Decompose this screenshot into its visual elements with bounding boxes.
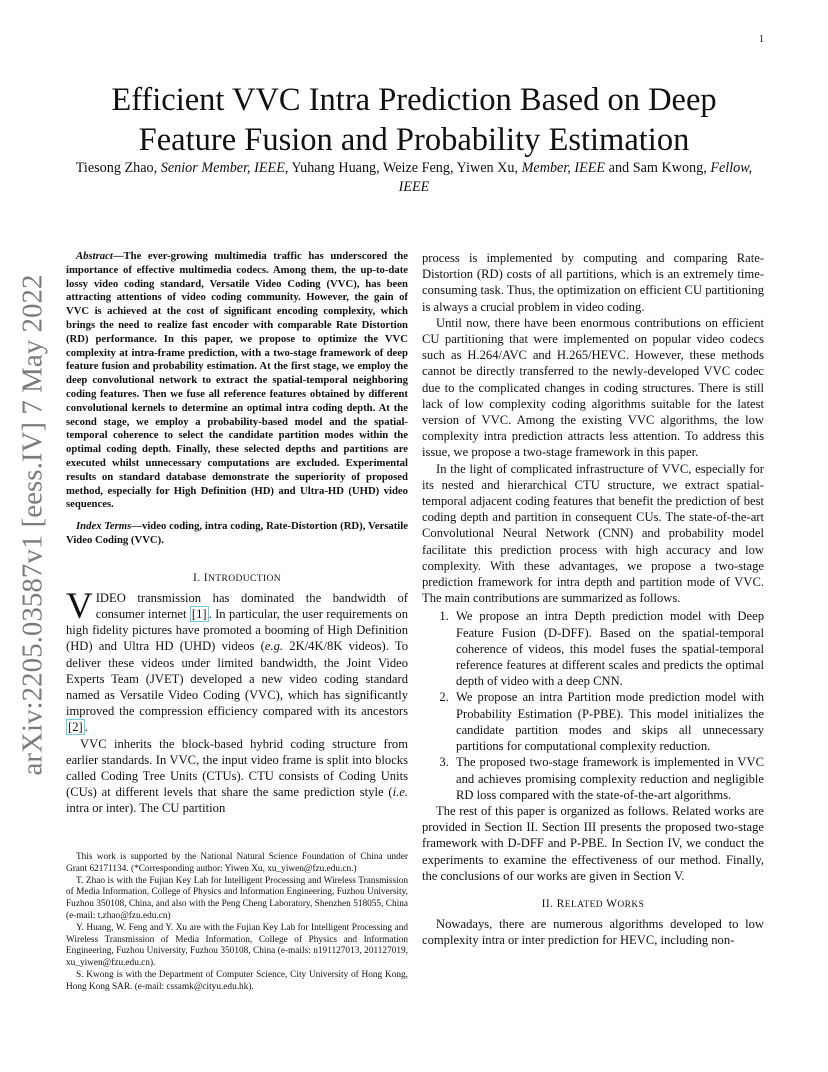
citation-link-2[interactable]: [2] bbox=[68, 720, 83, 735]
intro-paragraph-1: VIDEO transmission has dominated the bandwidth of consumer internet [1] . In particular, the user requirements on high fidelity pictures have promoted a booming of High Definition (HD) and Ultra HD (UHD) videos (e.g. 2K/4K/8K videos). To deliver these videos under limited bandwidth, the Joint Video Experts Team (JVET) developed a new video coding standard named as Versatile Video Coding (VVC), which has significantly improved the compression efficiency compared with its ancestors [2] . bbox=[66, 585, 408, 735]
contributions-list bbox=[422, 608, 764, 802]
related-paragraph-1: Nowadays, there are numerous algorithms developed to low complexity intra or inter prediction for HEVC, including non- bbox=[422, 916, 764, 948]
contribution-item: 2. We propose an intra Partition mode prediction model with Probability Estimation (P-PBE). This model initializes the candidate partition modes and skips all unnecessary partitions for computational complexity reduction. bbox=[452, 689, 764, 754]
footnote-affiliation-zhao: T. Zhao is with the Fujian Key Lab for Intelligent Processing and Wireless Transmission of Media Information, College of Physics and Information Engineering, Fuzhou University, Fuzhou 350108, China, and also with the Peng Cheng Laboratory, Shenzhen 518055, China (e-mail: t.zhao@fzu.edu.cn) bbox=[66, 875, 408, 921]
author-4-role: Member, IEEE bbox=[521, 160, 606, 176]
author-1: Tiesong Zhao, bbox=[75, 160, 161, 176]
contribution-item: 3. The proposed two-stage framework is implemented in VVC and achieves promising complexity reduction and negligible RD loss compared with the state-of-the-art algorithms. bbox=[452, 754, 764, 803]
left-column bbox=[66, 250, 408, 817]
arxiv-identifier: arXiv:2205.03587v1 [eess.IV] 7 May 2022 bbox=[16, 274, 49, 776]
page-number: 1 bbox=[759, 34, 764, 45]
intro-paragraph-4: Until now, there have been enormous contributions on efficient CU partitioning that were implemented on popular video codecs such as H.264/AVC and H.265/HEVC. However, these methods cannot be directly transferred to the newly-developed VVC codec due to the complicated changes in coding structures. There is still lack of low complexity coding algorithms suitable for the latest version of VVC. Among the existing VVC algorithms, the low complexity intra prediction attracts less attention. To address this issue, we propose a two-stage framework in this paper. bbox=[422, 315, 764, 460]
abstract-label: Abstract bbox=[76, 250, 113, 262]
citation-link-1[interactable]: [1] bbox=[191, 606, 207, 621]
abstract-text: —The ever-growing multimedia traffic has underscored the importance of effective multimedia codecs. Among them, the up-to-date lossy video coding standard, Versatile Video Coding (VVC), has been attracting attentions of video coding community. However, the gain of VVC is achieved at the cost of significant encoding complexity, which brings the need to realize fast encoder with comparable Rate Distortion (RD) performance. In this paper, we propose to optimize the VVC complexity at intra-frame prediction, with a two-stage framework of deep feature fusion and probability estimation. At the first stage, we employ the deep convolutional network to extract the spatial-temporal neighboring coding features. Then we fuse all reference features obtained by different convolutional kernels to determine an optimal intra coding depth. At the second stage, we employ a probability-based model and the spatial-temporal coherence to select the candidate partition modes within the optimal coding depth. Finally, these selected depths and partitions are executed whilst unnecessary computations are excluded. Experimental results on standard database demonstrate the superiority of proposed method, especially for High Definition (HD) and Ultra-HD (UHD) video sequences. bbox=[66, 250, 408, 511]
right-column bbox=[422, 250, 764, 948]
paper-title: Efficient VVC Intra Prediction Based on Deep Feature Fusion and Probability Estimation bbox=[111, 82, 717, 158]
footnote-affiliation-kwong: S. Kwong is with the Department of Computer Science, City University of Hong Kong, Hong Kong SAR. (e-mail: cssamk@cityu.edu.hk). bbox=[66, 969, 408, 992]
arxiv-identifier-margin bbox=[16, 274, 49, 776]
author-list bbox=[70, 159, 758, 197]
author-2-4: Yuhang Huang, Weize Feng, Yiwen Xu, bbox=[288, 160, 522, 176]
index-terms-text: —video coding, intra coding, Rate-Distortion (RD), Versatile Video Coding (VVC). bbox=[66, 520, 408, 546]
intro-paragraph-5: In the light of complicated infrastructure of VVC, especially for its nested and hierarchical CTU structure, we extract spatial-temporal adjacent coding features that benefit the prediction of best coding depth and partition in consequent CUs. The state-of-the-art Convolutional Neural Network (CNN) and probability model facilitate this prediction process with high accuracy and low complexity. With these advantages, we propose a two-stage prediction framework for intra depth and partition mode of VVC. The main contributions are summarized as follows. bbox=[422, 461, 764, 606]
drop-cap: V bbox=[66, 585, 93, 627]
intro-paragraph-6: The rest of this paper is organized as follows. Related works are provided in Section II. Section III presents the proposed two-stage framework with D-DFF and P-PBE. In Section IV, we conduct the experiments to examine the effectiveness of our method. Finally, the conclusions of our works are given in Section V. bbox=[422, 803, 764, 883]
section-heading-related-works: II. RELATED WORKS bbox=[541, 897, 645, 910]
index-terms-label: Index Terms bbox=[76, 520, 132, 533]
intro-paragraph-2: VVC inherits the block-based hybrid coding structure from earlier standards. In VVC, the input video frame is split into blocks called Coding Tree Units (CTUs). CTU consists of Coding Units (CUs) at different levels that share the same prediction style (i.e. intra or inter). The CU partition bbox=[66, 736, 408, 816]
intro-paragraph-3: process is implemented by computing and comparing Rate-Distortion (RD) costs of all partitions, which is an extremely time-consuming task. Thus, the optimization on efficient CU partitioning is always a crucial problem in video coding. bbox=[422, 251, 764, 314]
author-5: and Sam Kwong, bbox=[605, 160, 711, 176]
author-5-role: Fellow, IEEE bbox=[398, 160, 753, 195]
index-terms bbox=[66, 520, 408, 548]
footnote-funding: This work is supported by the National Natural Science Foundation of China under Grant 62171134. (*Corresponding author: Yiwen Xu, xu_yiwen@fzu.edu.cn.) bbox=[66, 852, 408, 874]
abstract bbox=[66, 250, 408, 512]
contribution-item: 1. We propose an intra Depth prediction model with Deep Feature Fusion (D-DFF). Based on the spatial-temporal coherence of videos, this model fuses the spatial-temporal reference features at different scales and predicts the optimal depth of video with a deep CNN. bbox=[452, 608, 764, 689]
author-1-role: Senior Member, IEEE, bbox=[160, 160, 289, 176]
footnotes bbox=[66, 852, 408, 994]
footnote-affiliation-huang-feng-xu: Y. Huang, W. Feng and Y. Xu are with the Fujian Key Lab for Intelligent Processing and Wireless Transmission of Media Information, College of Physics and Information Engineering, Fuzhou University, Fuzhou 350108, China (e-mails: n191127013, 201127019, xu_yiwen@fzu.edu.cn). bbox=[66, 922, 408, 969]
section-heading-introduction: I. INTRODUCTION bbox=[192, 571, 282, 584]
